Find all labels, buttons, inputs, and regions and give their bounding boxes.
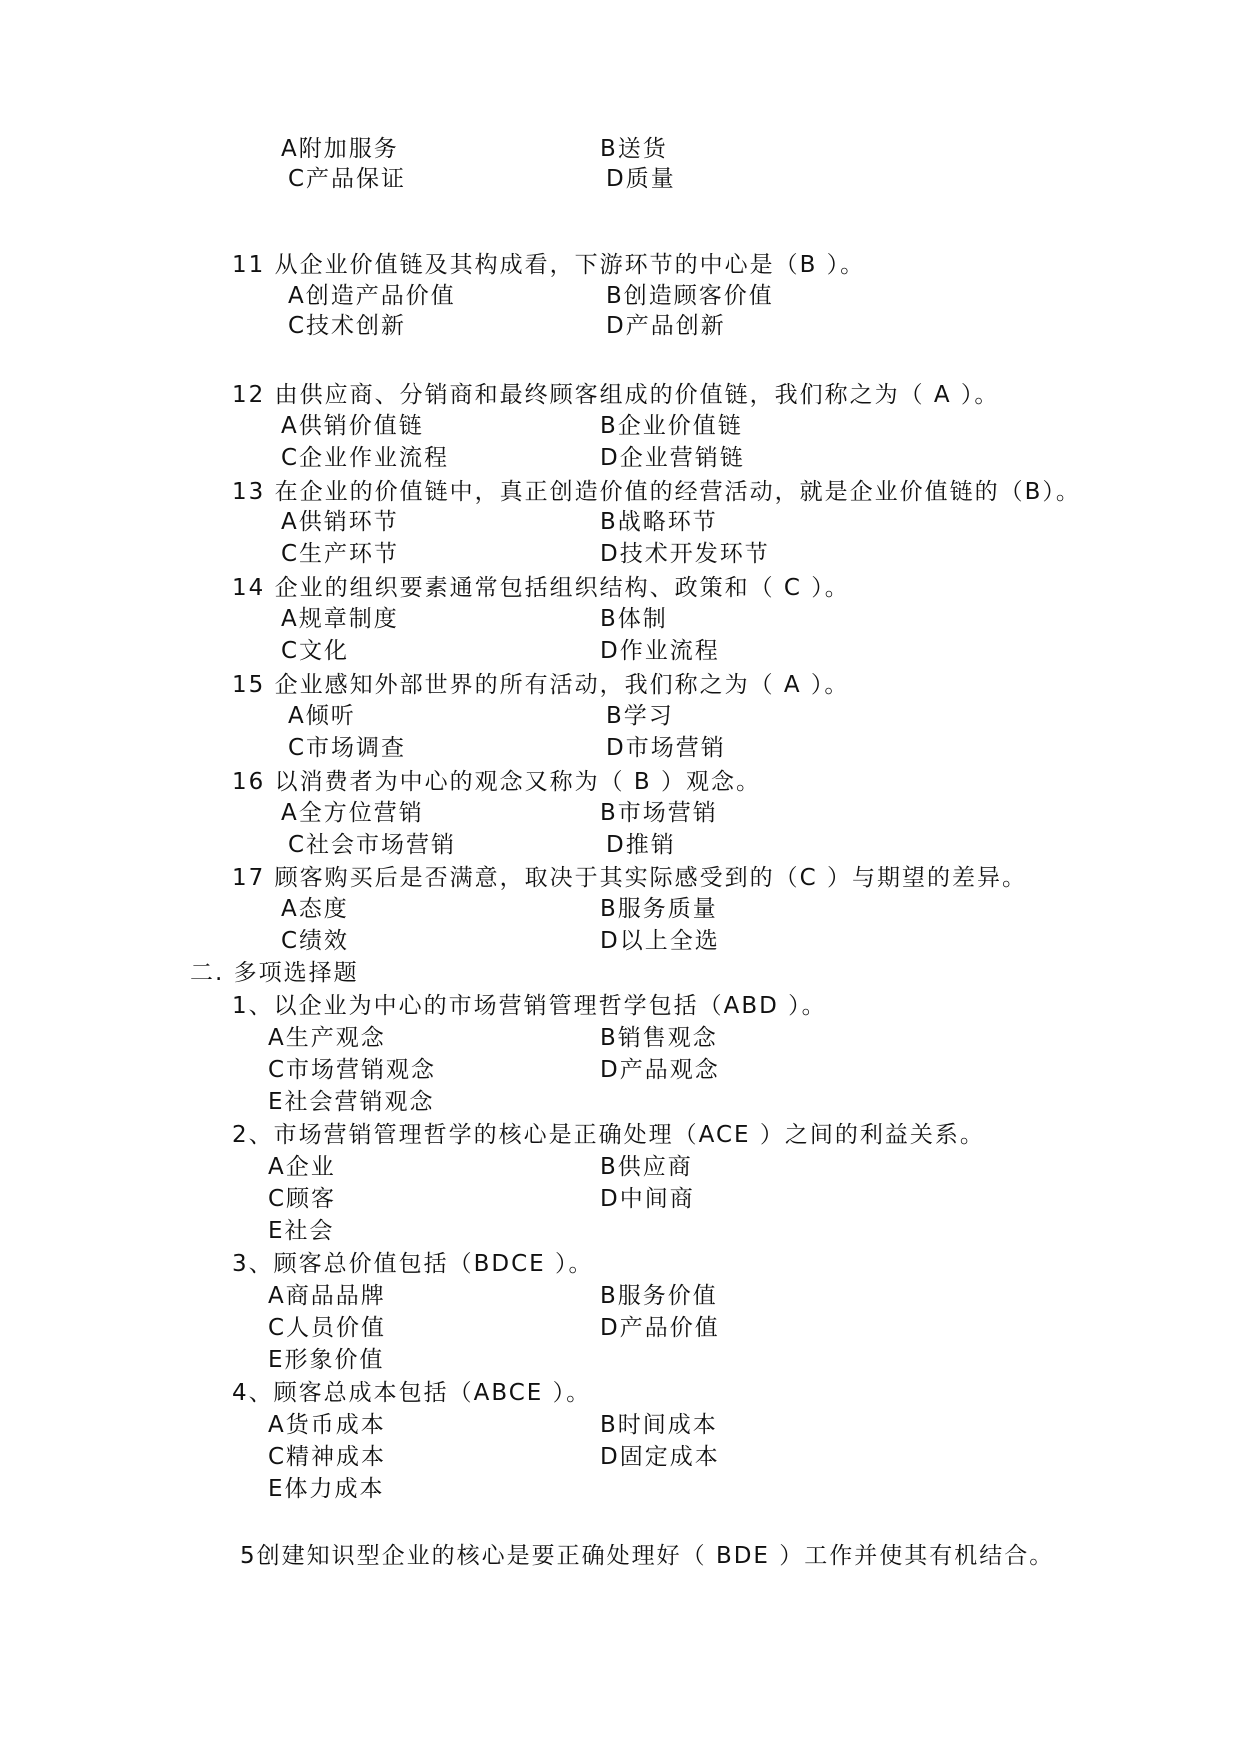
question-text: 3、顾客总价值包括（BDCE ）。 [232,1251,594,1277]
option-text: E社会 [268,1218,335,1244]
question-text: 2、市场营销管理哲学的核心是正确处理（ACE ）之间的利益关系。 [232,1122,985,1148]
option-text: B市场营销 [600,800,718,826]
question-text: 15 企业感知外部世界的所有活动，我们称之为（ A ）。 [232,672,850,698]
option-text: C文化 [281,638,350,664]
option-text: B服务质量 [600,896,718,922]
option-text: A规章制度 [281,606,399,632]
option-text: B企业价值链 [600,413,743,439]
question-text: 1、以企业为中心的市场营销管理哲学包括（ABD ）。 [232,993,827,1019]
option-text: D固定成本 [600,1444,720,1470]
option-text: A附加服务 [281,136,399,162]
option-text: D作业流程 [600,638,720,664]
option-text: B送货 [600,136,668,162]
option-text: A货币成本 [268,1412,386,1438]
option-text: C企业作业流程 [281,445,450,471]
option-text: C市场营销观念 [268,1057,437,1083]
option-text: A创造产品价值 [288,283,456,309]
option-text: B创造顾客价值 [606,283,774,309]
option-text: C市场调查 [288,735,407,761]
option-text: D产品价值 [600,1315,720,1341]
option-text: D技术开发环节 [600,541,770,567]
option-text: A商品品牌 [268,1283,386,1309]
option-text: D市场营销 [606,735,726,761]
option-text: E体力成本 [268,1476,385,1502]
option-text: D企业营销链 [600,445,745,471]
option-text: C社会市场营销 [288,832,457,858]
question-text: 13 在企业的价值链中，真正创造价值的经营活动，就是企业价值链的（B）。 [232,479,1081,505]
question-text: 11 从企业价值链及其构成看，下游环节的中心是（B ）。 [232,252,866,278]
option-text: A倾听 [288,703,356,729]
option-text: D推销 [606,832,676,858]
option-text: B时间成本 [600,1412,718,1438]
option-text: A全方位营销 [281,800,424,826]
option-text: B学习 [606,703,674,729]
option-text: C产品保证 [288,166,407,192]
question-text: 4、顾客总成本包括（ABCE ）。 [232,1380,592,1406]
option-text: B战略环节 [600,509,718,535]
option-text: C人员价值 [268,1315,387,1341]
option-text: E形象价值 [268,1347,385,1373]
option-text: B销售观念 [600,1025,718,1051]
question-text: 17 顾客购买后是否满意，取决于其实际感受到的（C ）与期望的差异。 [232,865,1027,891]
option-text: C精神成本 [268,1444,387,1470]
option-text: C生产环节 [281,541,400,567]
option-text: A生产观念 [268,1025,386,1051]
option-text: D以上全选 [600,928,720,954]
option-text: A态度 [281,896,349,922]
option-text: D产品创新 [606,313,726,339]
question-text: 12 由供应商、分销商和最终顾客组成的价值链，我们称之为（ A ）。 [232,382,1000,408]
option-text: D质量 [606,166,676,192]
question-text: 5创建知识型企业的核心是要正确处理好（ BDE ）工作并使其有机结合。 [240,1543,1055,1569]
option-text: A供销环节 [281,509,399,535]
option-text: B体制 [600,606,668,632]
option-text: C绩效 [281,928,350,954]
option-text: A供销价值链 [281,413,424,439]
question-text: 14 企业的组织要素通常包括组织结构、政策和（ C ）。 [232,575,850,601]
option-text: D产品观念 [600,1057,720,1083]
option-text: E社会营销观念 [268,1089,435,1115]
option-text: B供应商 [600,1154,693,1180]
option-text: D中间商 [600,1186,695,1212]
option-text: B服务价值 [600,1283,718,1309]
option-text: A企业 [268,1154,336,1180]
option-text: C技术创新 [288,313,407,339]
question-text: 16 以消费者为中心的观念又称为（ B ）观念。 [232,769,761,795]
option-text: C顾客 [268,1186,337,1212]
section-heading: 二. 多项选择题 [190,960,359,986]
